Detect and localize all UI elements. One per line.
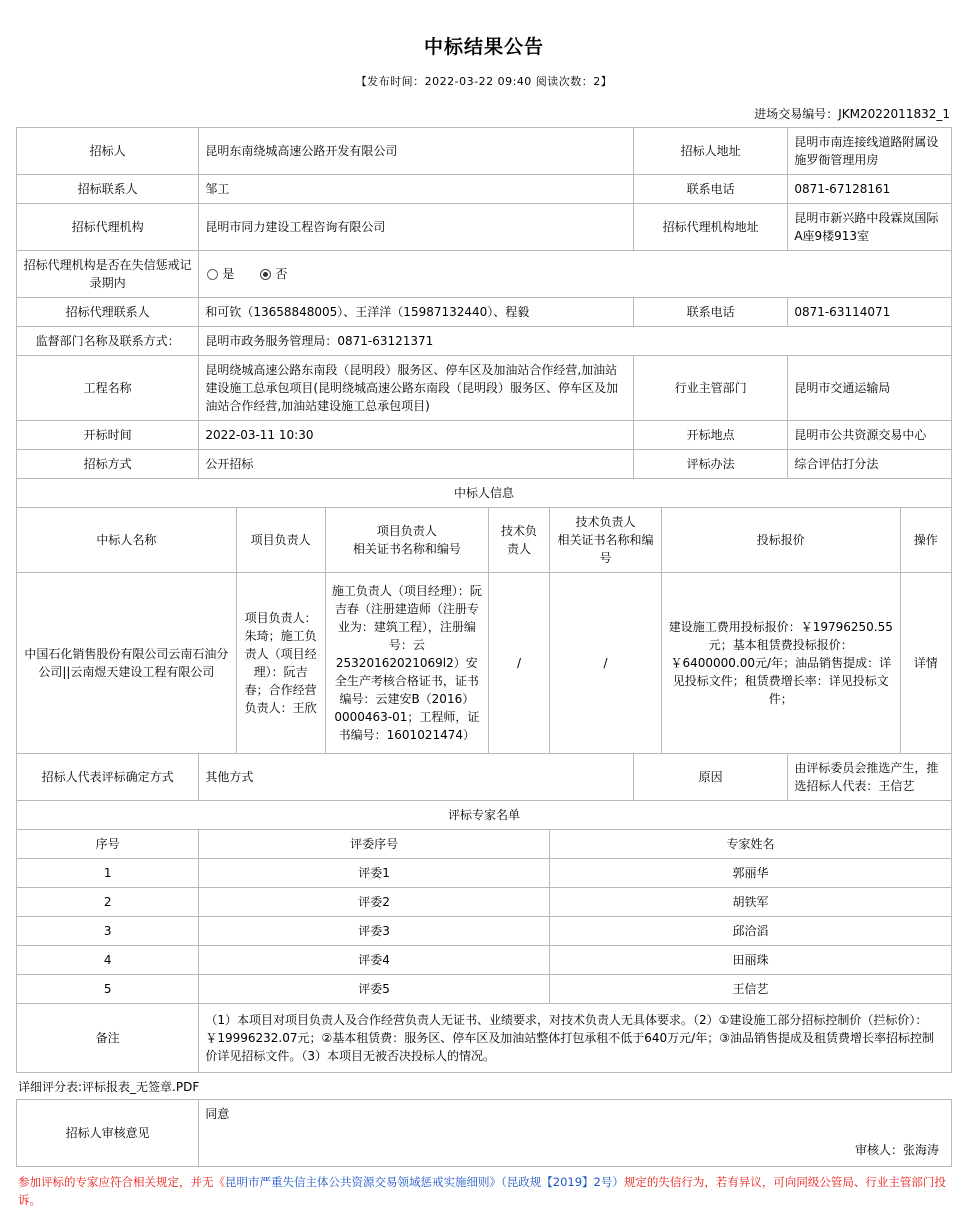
agency-contact-label: 招标代理联系人: [17, 298, 199, 327]
publish-meta: 【发布时间：2022-03-22 09:40 阅读次数：2】: [355, 75, 613, 88]
table-row: [17, 754, 952, 801]
radio-icon[interactable]: [207, 269, 218, 280]
winner-header-project-leader-cert-l1: 项目负责人: [376, 524, 437, 538]
table-row: [17, 298, 952, 327]
winner-name: 中国石化销售股份有限公司云南石油分公司||云南煜天建设工程有限公司: [17, 573, 237, 754]
experts-header-name: 专家姓名: [549, 830, 951, 859]
tenderer-value: 昆明东南绕城高速公路开发有限公司: [199, 128, 634, 175]
radio-checked-icon[interactable]: [260, 269, 271, 280]
industry-value: 昆明市交通运输局: [788, 356, 952, 421]
project-name-value: 昆明绕城高速公路东南段（昆明段）服务区、停车区及加油站合作经营,加油站建设施工总承包项目(昆明绕城高速公路东南段（昆明段）服务区、停车区及加油站合作经营,加油站建设施工总承包项目): [199, 356, 634, 421]
expert-name: 胡铁军: [549, 888, 951, 917]
supervisor-value: 昆明市政务服务管理局：0871-63121371: [199, 327, 952, 356]
winner-header-tech-leader-cert-l2: 相关证书名称和编号: [557, 533, 654, 565]
table-row: [17, 1100, 952, 1167]
agency-contact-value: 和可钦（13658848005）、王洋洋（15987132440）、程毅: [199, 298, 634, 327]
agency-address-label: 招标代理机构地址: [634, 204, 788, 251]
dishonest-options: [199, 251, 952, 298]
table-row: [17, 1004, 952, 1073]
open-time-value: 2022-03-11 10:30: [199, 421, 634, 450]
expert-row: [17, 975, 952, 1004]
tenderer-address-label: 招标人地址: [634, 128, 788, 175]
industry-label: 行业主管部门: [634, 356, 788, 421]
expert-no: 2: [17, 888, 199, 917]
expert-no: 4: [17, 946, 199, 975]
announcement-table: [16, 127, 952, 1073]
winner-header-action: 操作: [900, 508, 952, 573]
attachment-label: 详细评分表:: [18, 1080, 83, 1094]
winner-project-leader-cert: 施工负责人（项目经理）：阮吉春（注册建造师（注册专业为：建筑工程），注册编号：云25320162021069l2）安全生产考核合格证书，证书编号：云建安B（2016）0000463-01；工程师，证书编号：1601021474）: [325, 573, 489, 754]
tender-contact-label: 招标联系人: [17, 175, 199, 204]
tenderer-address-value: 昆明市南连接线道路附属设施罗衙管理用房: [788, 128, 952, 175]
expert-seat: 评委5: [199, 975, 550, 1004]
experts-header-no: 序号: [17, 830, 199, 859]
detail-link[interactable]: 详情: [913, 656, 938, 670]
attachment-row: [16, 1073, 952, 1099]
representative-value: 其他方式: [199, 754, 634, 801]
winner-header-row: [17, 508, 952, 573]
agency-phone-value: 0871-63114071: [788, 298, 952, 327]
expert-no: 1: [17, 859, 199, 888]
table-row: [17, 251, 952, 298]
table-row: [17, 479, 952, 508]
tender-mode-label: 招标方式: [17, 450, 199, 479]
open-time-label: 开标时间: [17, 421, 199, 450]
contact-phone-label: 联系电话: [634, 175, 788, 204]
notice-part2: 规定的失信行为，若有异议，可向同级公管局、行业主管部门投诉。: [18, 1175, 946, 1208]
dishonest-option-yes[interactable]: [207, 265, 234, 283]
notice-part1: 参加评标的专家应符合相关规定，并无《: [18, 1175, 225, 1189]
winner-header-project-leader: 项目负责人: [236, 508, 325, 573]
dishonest-yes-label: 是: [222, 267, 235, 281]
expert-row: [17, 888, 952, 917]
representative-reason-value: 由评标委员会推选产生，推选招标人代表：王信艺: [788, 754, 952, 801]
audit-label: 招标人审核意见: [17, 1100, 199, 1167]
table-row: [17, 421, 952, 450]
expert-seat: 评委3: [199, 917, 550, 946]
table-row: [17, 128, 952, 175]
winner-header-tech-leader: 技术负责人: [489, 508, 550, 573]
remark-value: （1）本项目对项目负责人及合作经营负责人无证书、业绩要求，对技术负责人无具体要求。（2）①建设施工部分招标控制价（拦标价）：￥19996232.07元；②基本租赁费：服务区、停车区及加油站整体打包承租不低于640万元/年；③油品销售提成及租赁费增长率招标控制价详见招标文件。（3）本项目无被否决投标人的情况。: [199, 1004, 952, 1073]
winner-header-project-leader-cert-l2: 相关证书名称和编号: [352, 542, 461, 556]
expert-seat: 评委4: [199, 946, 550, 975]
page-title: 中标结果公告: [423, 36, 544, 58]
audit-table: [16, 1099, 952, 1167]
winner-header-tech-leader-cert-l1: 技术负责人: [575, 515, 636, 529]
winner-section-title: 中标人信息: [17, 479, 952, 508]
representative-label: 招标人代表评标确定方式: [17, 754, 199, 801]
expert-row: [17, 859, 952, 888]
agency-address-value: 昆明市新兴路中段霖岚国际A座9楼913室: [788, 204, 952, 251]
tenderer-label: 招标人: [17, 128, 199, 175]
experts-header-row: [17, 830, 952, 859]
expert-seat: 评委2: [199, 888, 550, 917]
expert-name: 田丽珠: [549, 946, 951, 975]
expert-row: [17, 946, 952, 975]
eval-method-label: 评标办法: [634, 450, 788, 479]
trade-code: 进场交易编号：JKM2022011832_1: [754, 107, 950, 121]
audit-signer: 审核人：张海涛: [854, 1143, 939, 1157]
winner-bid-price: 建设施工费用投标报价：￥19796250.55元；基本租赁费投标报价：￥6400000.00元/年；油品销售提成：详见投标文件；租赁费增长率：详见投标文件；: [662, 573, 900, 754]
tender-mode-value: 公开招标: [199, 450, 634, 479]
table-row: [17, 450, 952, 479]
winner-tech-leader-cert: /: [549, 573, 661, 754]
expert-no: 3: [17, 917, 199, 946]
expert-no: 5: [17, 975, 199, 1004]
open-place-label: 开标地点: [634, 421, 788, 450]
expert-name: 邱洽滔: [549, 917, 951, 946]
open-place-value: 昆明市公共资源交易中心: [788, 421, 952, 450]
audit-value: 同意: [205, 1107, 230, 1121]
supervisor-label: 监督部门名称及联系方式：: [17, 327, 199, 356]
dishonest-option-no[interactable]: [260, 265, 287, 283]
expert-name: 王信艺: [549, 975, 951, 1004]
winner-tech-leader: /: [489, 573, 550, 754]
winner-header-bid-price: 投标报价: [662, 508, 900, 573]
expert-row: [17, 917, 952, 946]
expert-name: 郭丽华: [549, 859, 951, 888]
winner-row: [17, 573, 952, 754]
winner-detail-cell[interactable]: [900, 573, 952, 754]
table-row: [17, 204, 952, 251]
notice-link[interactable]: 昆明市严重失信主体公共资源交易领域惩戒实施细则》（昆政规【2019】2号）: [225, 1175, 624, 1189]
agency-phone-label: 联系电话: [634, 298, 788, 327]
winner-project-leader: 项目负责人：朱琦；施工负责人（项目经理）：阮吉春；合作经营负责人：王欣: [236, 573, 325, 754]
table-row: [17, 175, 952, 204]
winner-header-project-leader-cert: [325, 508, 489, 573]
remark-label: 备注: [17, 1004, 199, 1073]
table-row: [17, 327, 952, 356]
audit-value-cell: [199, 1100, 952, 1167]
expert-seat: 评委1: [199, 859, 550, 888]
tender-contact-value: 邹工: [199, 175, 634, 204]
table-row: [17, 801, 952, 830]
winner-header-tech-leader-cert: [549, 508, 661, 573]
dishonest-label: 招标代理机构是否在失信惩戒记录期内: [17, 251, 199, 298]
representative-reason-label: 原因: [634, 754, 788, 801]
attachment-link[interactable]: 评标报表_无签章.PDF: [82, 1080, 200, 1094]
eval-method-value: 综合评估打分法: [788, 450, 952, 479]
notice-text: [16, 1173, 952, 1210]
contact-phone-value: 0871-67128161: [788, 175, 952, 204]
dishonest-no-label: 否: [275, 267, 288, 281]
winner-header-name: 中标人名称: [17, 508, 237, 573]
table-row: [17, 356, 952, 421]
experts-header-seat: 评委序号: [199, 830, 550, 859]
experts-section-title: 评标专家名单: [17, 801, 952, 830]
agency-value: 昆明市同力建设工程咨询有限公司: [199, 204, 634, 251]
agency-label: 招标代理机构: [17, 204, 199, 251]
project-name-label: 工程名称: [17, 356, 199, 421]
